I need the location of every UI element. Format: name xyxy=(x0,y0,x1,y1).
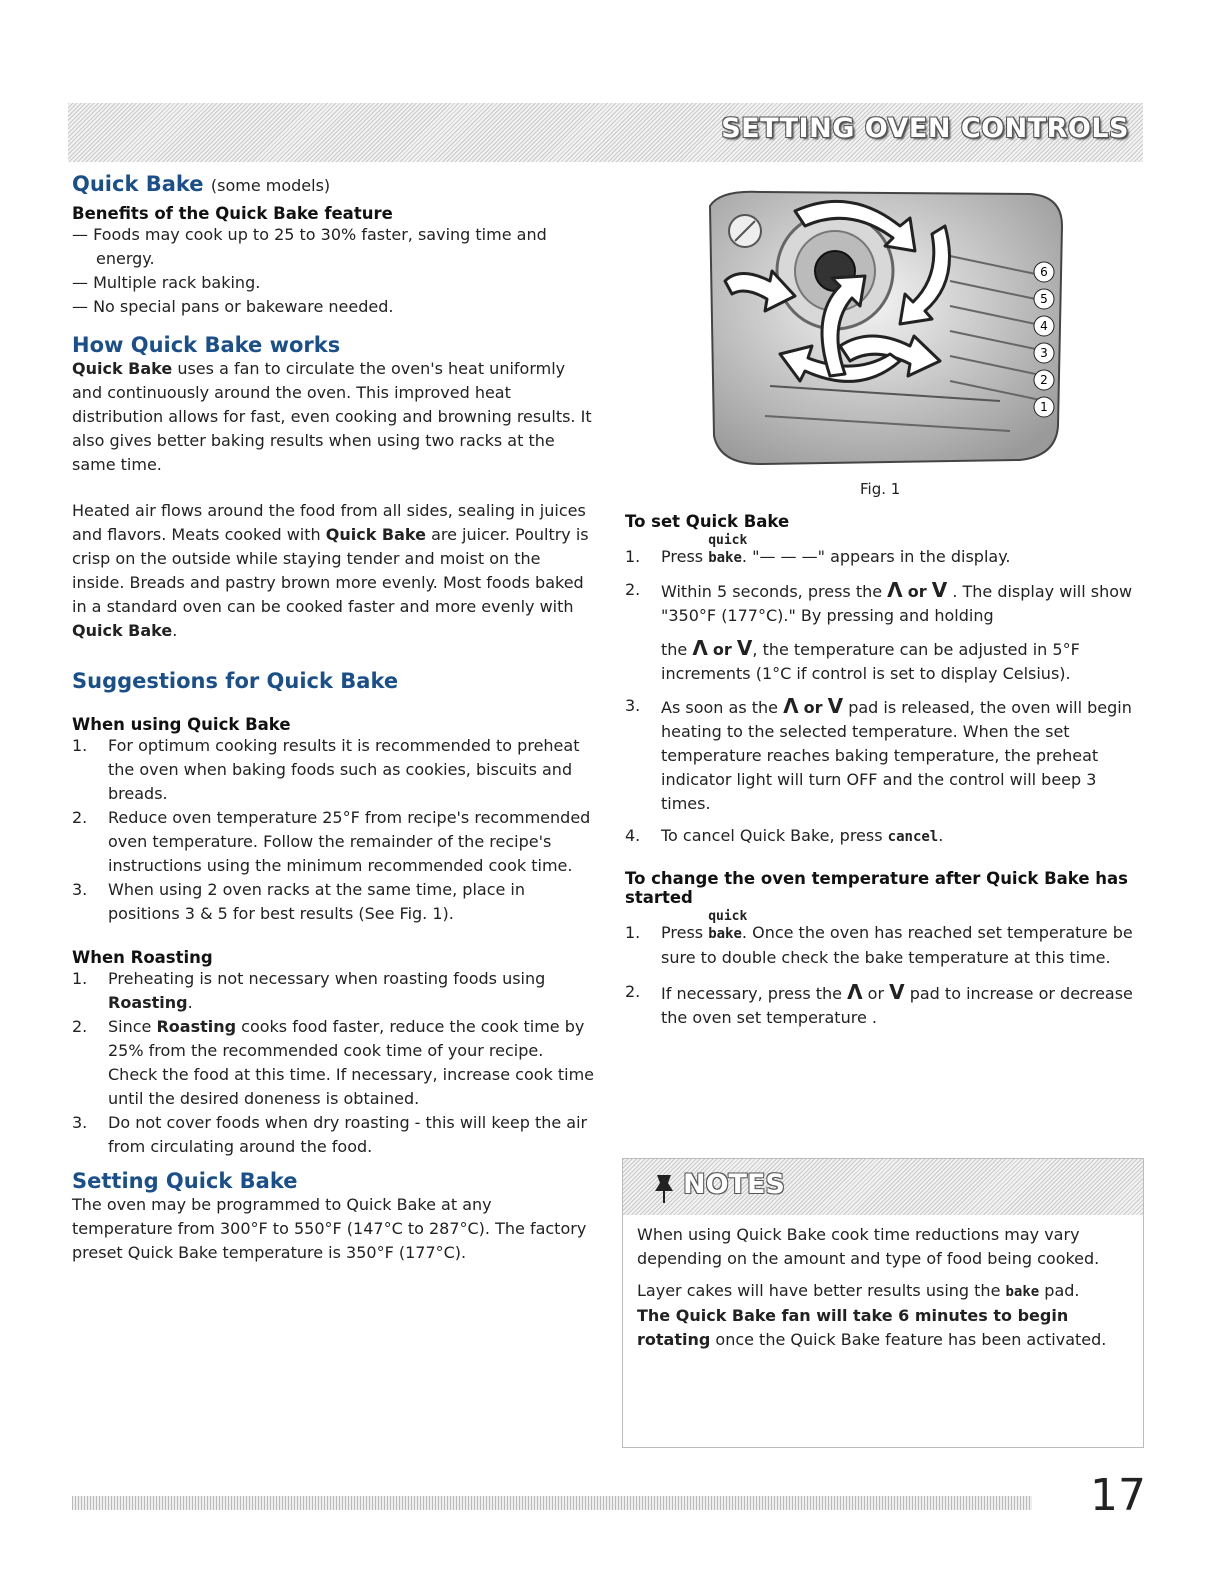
bold-term: Roasting xyxy=(108,993,188,1012)
list-item: 2. Within 5 seconds, press the Λ or V . The display will show "350°F (177°C)." By pressing and holding the Λ or V, the temperature can be adjusted in 5°F increments (1°C if control is set to display Celsius). xyxy=(625,578,1133,683)
text: . "— — —" appears in the display. xyxy=(741,547,1011,566)
up-arrow-icon: Λ xyxy=(887,578,903,602)
oven-cavity-illustration xyxy=(700,186,1075,476)
text: Within 5 seconds, press the xyxy=(661,582,888,601)
or-text: or xyxy=(907,582,927,601)
left-column xyxy=(72,172,597,1265)
using-list xyxy=(72,734,597,926)
benefit-item: — No special pans or bakeware needed. xyxy=(72,297,394,316)
text: , the temperature can be adjusted in 5°F increments (1°C if control is set to display Celsius). xyxy=(661,640,1080,683)
bold-term: Quick Bake xyxy=(325,525,426,544)
quick-bake-subtitle: (some models) xyxy=(210,176,331,195)
text: Layer cakes will have better results using the xyxy=(637,1281,1006,1300)
text: Do not cover foods when dry roasting - this will keep the air from circulating around the food. xyxy=(108,1113,588,1156)
down-arrow-icon: V xyxy=(736,636,753,660)
rack-number: 4 xyxy=(1040,319,1048,333)
text: . xyxy=(172,621,178,640)
text: For optimum cooking results it is recommended to preheat the oven when baking foods such as cookies, biscuits and breads. xyxy=(108,736,580,803)
text: If necessary, press the xyxy=(661,984,848,1003)
bold-term: The Quick Bake fan will take 6 minutes to begin rotating xyxy=(637,1306,1069,1349)
page-number: 17 xyxy=(1090,1470,1146,1521)
pad-label-top: quick xyxy=(708,533,748,548)
figure-caption: Fig. 1 xyxy=(860,480,901,498)
text: . Once the oven has reached set temperature be sure to double check the bake temperature at this time. xyxy=(661,923,1133,967)
footer-bar xyxy=(72,1496,1032,1510)
roasting-heading: When Roasting xyxy=(72,948,213,967)
setting-heading: Setting Quick Bake xyxy=(72,1169,298,1193)
bold-term: Quick Bake xyxy=(72,621,173,640)
roasting-list xyxy=(72,967,597,1159)
text: cooks food faster, reduce the cook time by 25% from the recommended cook time of your recipe. Check the food at this time. If necessary, increase cook time until the desired doneness is obtained. xyxy=(108,1017,595,1108)
notes-box xyxy=(622,1158,1144,1448)
to-set-heading: To set Quick Bake xyxy=(625,512,790,531)
list-item: 1. Press quick bake. "— — —" appears in the display. xyxy=(625,545,1140,570)
list-item: 2. Since Roasting cooks food faster, reduce the cook time by 25% from the recommended cook time of your recipe. Check the food at this time. If necessary, increase cook time until the desired doneness is obtained. xyxy=(72,1017,595,1108)
list-item: 1. Press quick bake. Once the oven has reached set temperature be sure to double check the bake temperature at this time. xyxy=(625,921,1140,970)
up-arrow-icon: Λ xyxy=(692,636,708,660)
list-item: 3. Do not cover foods when dry roasting - this will keep the air from circulating around the food. xyxy=(72,1113,588,1156)
notes-header xyxy=(623,1159,1143,1215)
right-column xyxy=(625,512,1140,1030)
quick-bake-heading xyxy=(72,172,597,196)
or-text: or xyxy=(867,984,885,1003)
note-1: When using Quick Bake cook time reductions may vary depending on the amount and type of food being cooked. xyxy=(637,1225,1100,1268)
quick-bake-title: Quick Bake xyxy=(72,172,204,196)
down-arrow-icon: V xyxy=(827,694,844,718)
how-paragraph-1 xyxy=(72,357,597,477)
to-change-list xyxy=(625,909,1140,1030)
text: Heated air flows around the food from all sides, sealing in juices and flavors. Meats cooked with xyxy=(72,501,586,544)
benefit-item: — Foods may cook up to 25 to 30% faster, saving time and energy. xyxy=(72,225,547,268)
text: Preheating is not necessary when roasting foods using xyxy=(108,969,546,988)
text: are juicer. Poultry is crisp on the outside while staying tender and moist on the inside. Breads and pastry brown more evenly. Most foods baked in a standard oven can be cooked faster and more evenly with xyxy=(72,525,589,616)
text: . xyxy=(938,826,944,845)
to-change-heading: To change the oven temperature after Quick Bake has started xyxy=(625,869,1128,907)
text: uses a fan to circulate the oven's heat uniformly and continuously around the oven. This improved heat distribution allows for fast, even cooking and browning results. It also gives better baking results when using two racks at the same time. xyxy=(72,359,592,474)
benefits-list xyxy=(72,223,597,319)
note-3 xyxy=(637,1304,1131,1352)
up-arrow-icon: Λ xyxy=(783,694,799,718)
text: . The display will show "350°F (177°C)." By pressing and holding xyxy=(661,582,1133,625)
cancel-pad: cancel xyxy=(887,829,939,845)
suggestions-heading: Suggestions for Quick Bake xyxy=(72,669,399,693)
text: When using 2 oven racks at the same time, place in positions 3 & 5 for best results (See Fig. 1). xyxy=(108,880,525,923)
rack-number: 6 xyxy=(1040,265,1048,279)
note-2 xyxy=(637,1279,1131,1304)
quick-bake-pad xyxy=(708,533,748,570)
to-set-list xyxy=(625,533,1140,849)
rack-number: 2 xyxy=(1040,373,1048,387)
text: pad. xyxy=(1039,1281,1080,1300)
list-item: 3. As soon as the Λ or V pad is released, the oven will begin heating to the selected temperature. When the set temperature reaches baking temperature, the preheat indicator light will turn OFF and the control will beep 3 times. xyxy=(625,694,1132,813)
text: Since xyxy=(108,1017,157,1036)
list-item: 3. When using 2 oven racks at the same time, place in positions 3 & 5 for best results (See Fig. 1). xyxy=(72,880,525,923)
down-arrow-icon: V xyxy=(889,980,905,1004)
text: the xyxy=(661,640,693,659)
section-banner xyxy=(68,103,1143,162)
pad-label-bottom: bake xyxy=(708,550,742,566)
setting-paragraph: The oven may be programmed to Quick Bake at any temperature from 300°F to 550°F (147°C to 287°C). The factory preset Quick Bake temperature is 350°F (177°C). xyxy=(72,1195,587,1262)
or-text: or xyxy=(803,698,823,717)
using-heading: When using Quick Bake xyxy=(72,715,291,734)
how-heading: How Quick Bake works xyxy=(72,333,341,357)
oven-figure xyxy=(700,186,1075,476)
text: once the Quick Bake feature has been activated. xyxy=(710,1330,1107,1349)
pad-label-top: quick xyxy=(708,909,748,924)
list-item: 4. To cancel Quick Bake, press cancel. xyxy=(625,826,944,845)
rack-number: 1 xyxy=(1040,400,1048,414)
rack-number: 5 xyxy=(1040,292,1048,306)
text: Press xyxy=(661,547,709,566)
list-item: 1. Preheating is not necessary when roasting foods using Roasting. xyxy=(72,969,546,1012)
benefit-item: — Multiple rack baking. xyxy=(72,273,261,292)
section-title: SETTING OVEN CONTROLS xyxy=(721,113,1129,144)
list-item: 2. Reduce oven temperature 25°F from recipe's recommended oven temperature. Follow the remainder of the recipe's instructions using the minimum recommended cook time. xyxy=(72,808,591,875)
bold-term: Roasting xyxy=(156,1017,237,1036)
list-item: 1. For optimum cooking results it is recommended to preheat the oven when baking foods such as cookies, biscuits and breads. xyxy=(72,736,580,803)
rack-number: 3 xyxy=(1040,346,1048,360)
bake-pad: bake xyxy=(1005,1284,1040,1300)
text: pad to increase or decrease the oven set temperature . xyxy=(661,984,1133,1027)
up-arrow-icon: Λ xyxy=(847,980,863,1004)
notes-title: NOTES xyxy=(683,1169,785,1200)
pushpin-icon xyxy=(651,1171,677,1205)
or-text: or xyxy=(712,640,732,659)
down-arrow-icon: V xyxy=(931,578,948,602)
quick-bake-pad xyxy=(708,909,748,946)
text: Reduce oven temperature 25°F from recipe's recommended oven temperature. Follow the remainder of the recipe's instructions using the minimum recommended cook time. xyxy=(108,808,591,875)
notes-body xyxy=(637,1223,1131,1352)
benefits-heading: Benefits of the Quick Bake feature xyxy=(72,204,393,223)
text: Press xyxy=(661,923,709,942)
list-item: 2. If necessary, press the Λ or V pad to increase or decrease the oven set temperature . xyxy=(625,980,1133,1027)
bold-term: Quick Bake xyxy=(72,359,173,378)
pad-label-bottom: bake xyxy=(708,926,742,942)
text: . xyxy=(187,993,193,1012)
text: As soon as the xyxy=(661,698,784,717)
how-paragraph-2 xyxy=(72,499,597,643)
text: pad is released, the oven will begin heating to the selected temperature. When the set temperature reaches baking temperature, the preheat indicator light will turn OFF and the control will beep 3 times. xyxy=(661,698,1132,813)
text: To cancel Quick Bake, press xyxy=(661,826,888,845)
